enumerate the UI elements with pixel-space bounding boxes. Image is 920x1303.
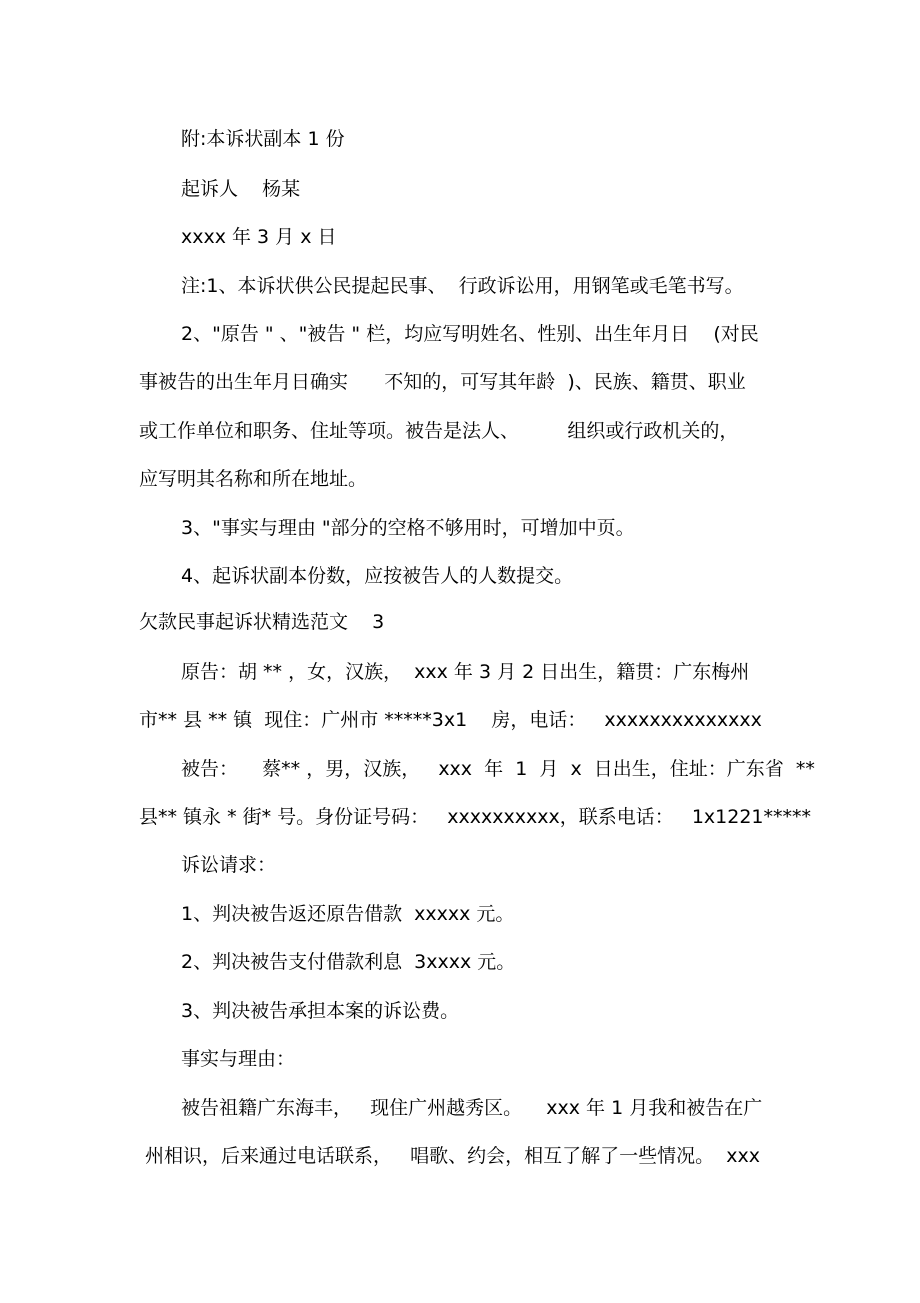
note-line-7: 4、起诉状副本份数，应按被告人的人数提交。 bbox=[181, 565, 574, 587]
defendant-line-2: 县** 镇永 * 街* 号。身份证号码： xxxxxxxxxx，联系电话： 1x1221***** bbox=[139, 806, 812, 828]
note-line-5: 应写明其名称和所在地址。 bbox=[139, 468, 368, 490]
defendant-line-1: 被告： 蔡** ，男，汉族， xxx 年 1 月 x 日出生，住址：广东省 ** bbox=[181, 758, 815, 780]
section-heading: 欠款民事起诉状精选范文 3 bbox=[139, 611, 385, 633]
attachment-note: 附:本诉状副本 1 份 bbox=[181, 128, 345, 150]
plaintiff-line-1: 原告：胡 ** ，女，汉族， xxx 年 3 月 2 日出生，籍贯：广东梅州 bbox=[181, 661, 750, 683]
note-line-1: 注:1、本诉状供公民提起民事、 行政诉讼用，用钢笔或毛笔书写。 bbox=[181, 275, 744, 297]
signature-date: xxxx 年 3 月 x 日 bbox=[181, 226, 337, 248]
facts-line-2: 州相识，后来通过电话联系， 唱歌、约会，相互了解了一些情况。 xxx bbox=[145, 1145, 760, 1167]
claim-1: 1、判决被告返还原告借款 xxxxx 元。 bbox=[181, 903, 515, 925]
note-line-2: 2、"原告 " 、"被告 " 栏，均应写明姓名、性别、出生年月日 (对民 bbox=[181, 323, 759, 345]
claim-3: 3、判决被告承担本案的诉讼费。 bbox=[181, 1000, 460, 1022]
plaintiff-line-2: 市** 县 ** 镇 现住：广州市 *****3x1 房，电话： xxxxxxxxxxxxxx bbox=[139, 709, 762, 731]
note-line-4: 或工作单位和职务、住址等项。被告是法人、 组织或行政机关的， bbox=[139, 420, 739, 442]
facts-line-1: 被告祖籍广东海丰， 现住广州越秀区。 xxx 年 1 月我和被告在广 bbox=[181, 1097, 763, 1119]
claim-2: 2、判决被告支付借款利息 3xxxx 元。 bbox=[181, 951, 516, 973]
claims-heading: 诉讼请求： bbox=[181, 854, 277, 876]
facts-heading: 事实与理由： bbox=[181, 1048, 296, 1070]
plaintiff-signature: 起诉人 杨某 bbox=[181, 178, 301, 200]
note-line-6: 3、"事实与理由 "部分的空格不够用时，可增加中页。 bbox=[181, 517, 635, 539]
note-line-3: 事被告的出生年月日确实 不知的，可写其年龄 )、民族、籍贯、职业 bbox=[139, 371, 746, 393]
